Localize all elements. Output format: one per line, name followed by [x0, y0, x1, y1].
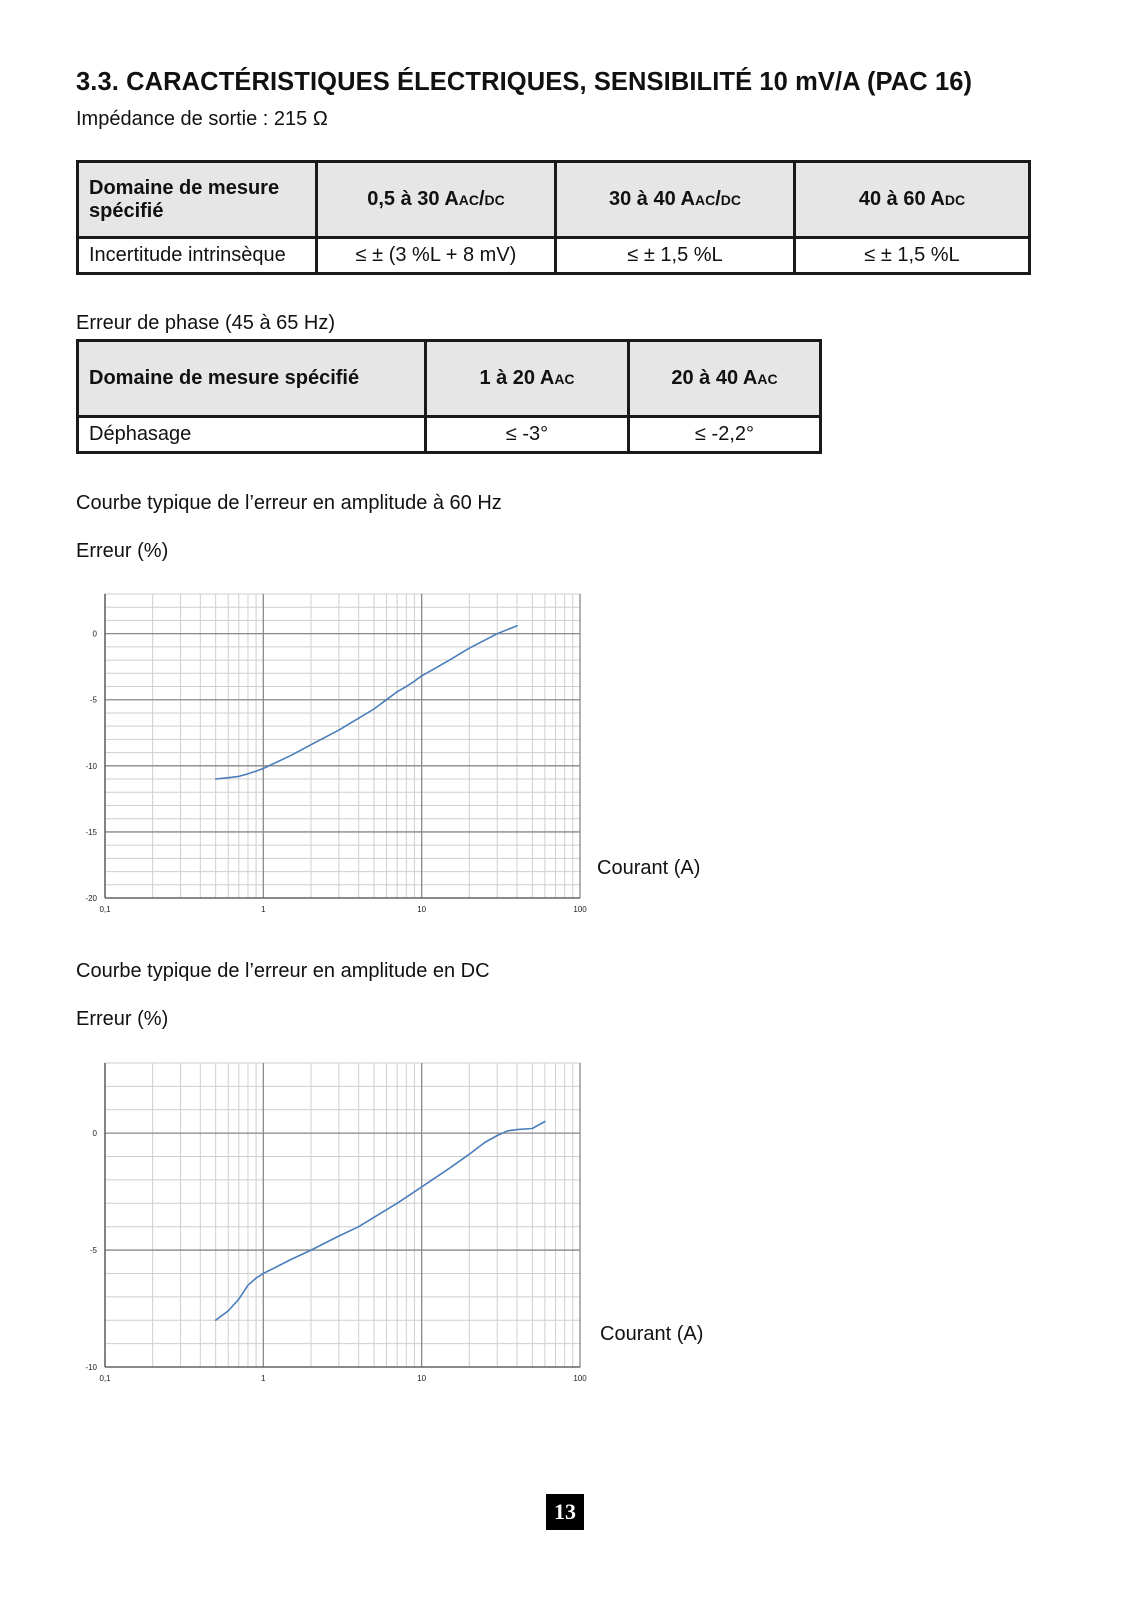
table-cell: ≤ ± (3 %L + 8 mV)	[317, 238, 556, 274]
chart1-xlabel: Courant (A)	[597, 857, 701, 879]
table-cell: Déphasage	[78, 417, 426, 453]
phase-error-caption: Erreur de phase (45 à 65 Hz)	[76, 312, 336, 334]
chart2-ylabel: Erreur (%)	[76, 1008, 169, 1030]
table-cell: ≤ ± 1,5 %L	[556, 238, 795, 274]
header-text: 1 à 20 A	[479, 367, 555, 389]
x-tick-label: 1	[261, 1374, 266, 1383]
y-tick-label: -10	[85, 761, 97, 771]
chart1-title: Courbe typique de l’erreur en amplitude à 60 Hz	[76, 492, 502, 514]
header-subscript: dc	[944, 188, 966, 210]
header-text: 0,5 à 30 A	[367, 188, 459, 210]
table-cell: ≤ -3°	[426, 417, 629, 453]
plot-area	[105, 1063, 580, 1367]
header-subscript: ac	[554, 367, 575, 389]
y-tick-label: -5	[89, 1246, 97, 1256]
y-tick-label: -5	[89, 695, 97, 705]
y-tick-label: -15	[85, 827, 97, 837]
y-tick-label: -10	[85, 1363, 97, 1372]
x-tick-label: 0,1	[99, 1374, 111, 1383]
y-tick-label: 0	[92, 1129, 97, 1139]
x-tick-label: 100	[573, 905, 587, 914]
header-subscript: ac	[757, 367, 778, 389]
header-subscript: ac/dc	[695, 188, 741, 210]
y-tick-label: 0	[92, 629, 97, 639]
phase-table-header-range: Domaine de mesure spécifié	[78, 341, 426, 417]
table-cell: ≤ ± 1,5 %L	[795, 238, 1030, 274]
output-impedance: Impédance de sortie : 215 Ω	[76, 108, 328, 130]
header-text: 30 à 40 A	[609, 188, 695, 210]
table-cell: ≤ -2,2°	[629, 417, 821, 453]
header-subscript: ac/dc	[458, 188, 505, 210]
x-tick-label: 100	[573, 1374, 587, 1383]
accuracy-table-header-range: Domaine de mesure spécifié	[78, 162, 317, 238]
header-text: 20 à 40 A	[671, 367, 758, 389]
x-tick-label: 10	[417, 905, 427, 914]
x-tick-label: 10	[417, 1374, 427, 1383]
section-title: 3.3. CARACTÉRISTIQUES ÉLECTRIQUES, SENSIBILITÉ 10 mV/A (PAC 16)	[76, 68, 973, 96]
x-tick-label: 1	[261, 905, 266, 914]
table-cell: Incertitude intrinsèque	[78, 238, 317, 274]
x-tick-label: 0,1	[99, 905, 111, 914]
chart2-title: Courbe typique de l’erreur en amplitude en DC	[76, 960, 490, 982]
page-number: 13	[546, 1494, 584, 1530]
chart2-xlabel: Courant (A)	[600, 1323, 704, 1345]
y-tick-label: -20	[85, 894, 97, 903]
header-text: 40 à 60 A	[858, 188, 945, 210]
chart1-ylabel: Erreur (%)	[76, 540, 169, 562]
